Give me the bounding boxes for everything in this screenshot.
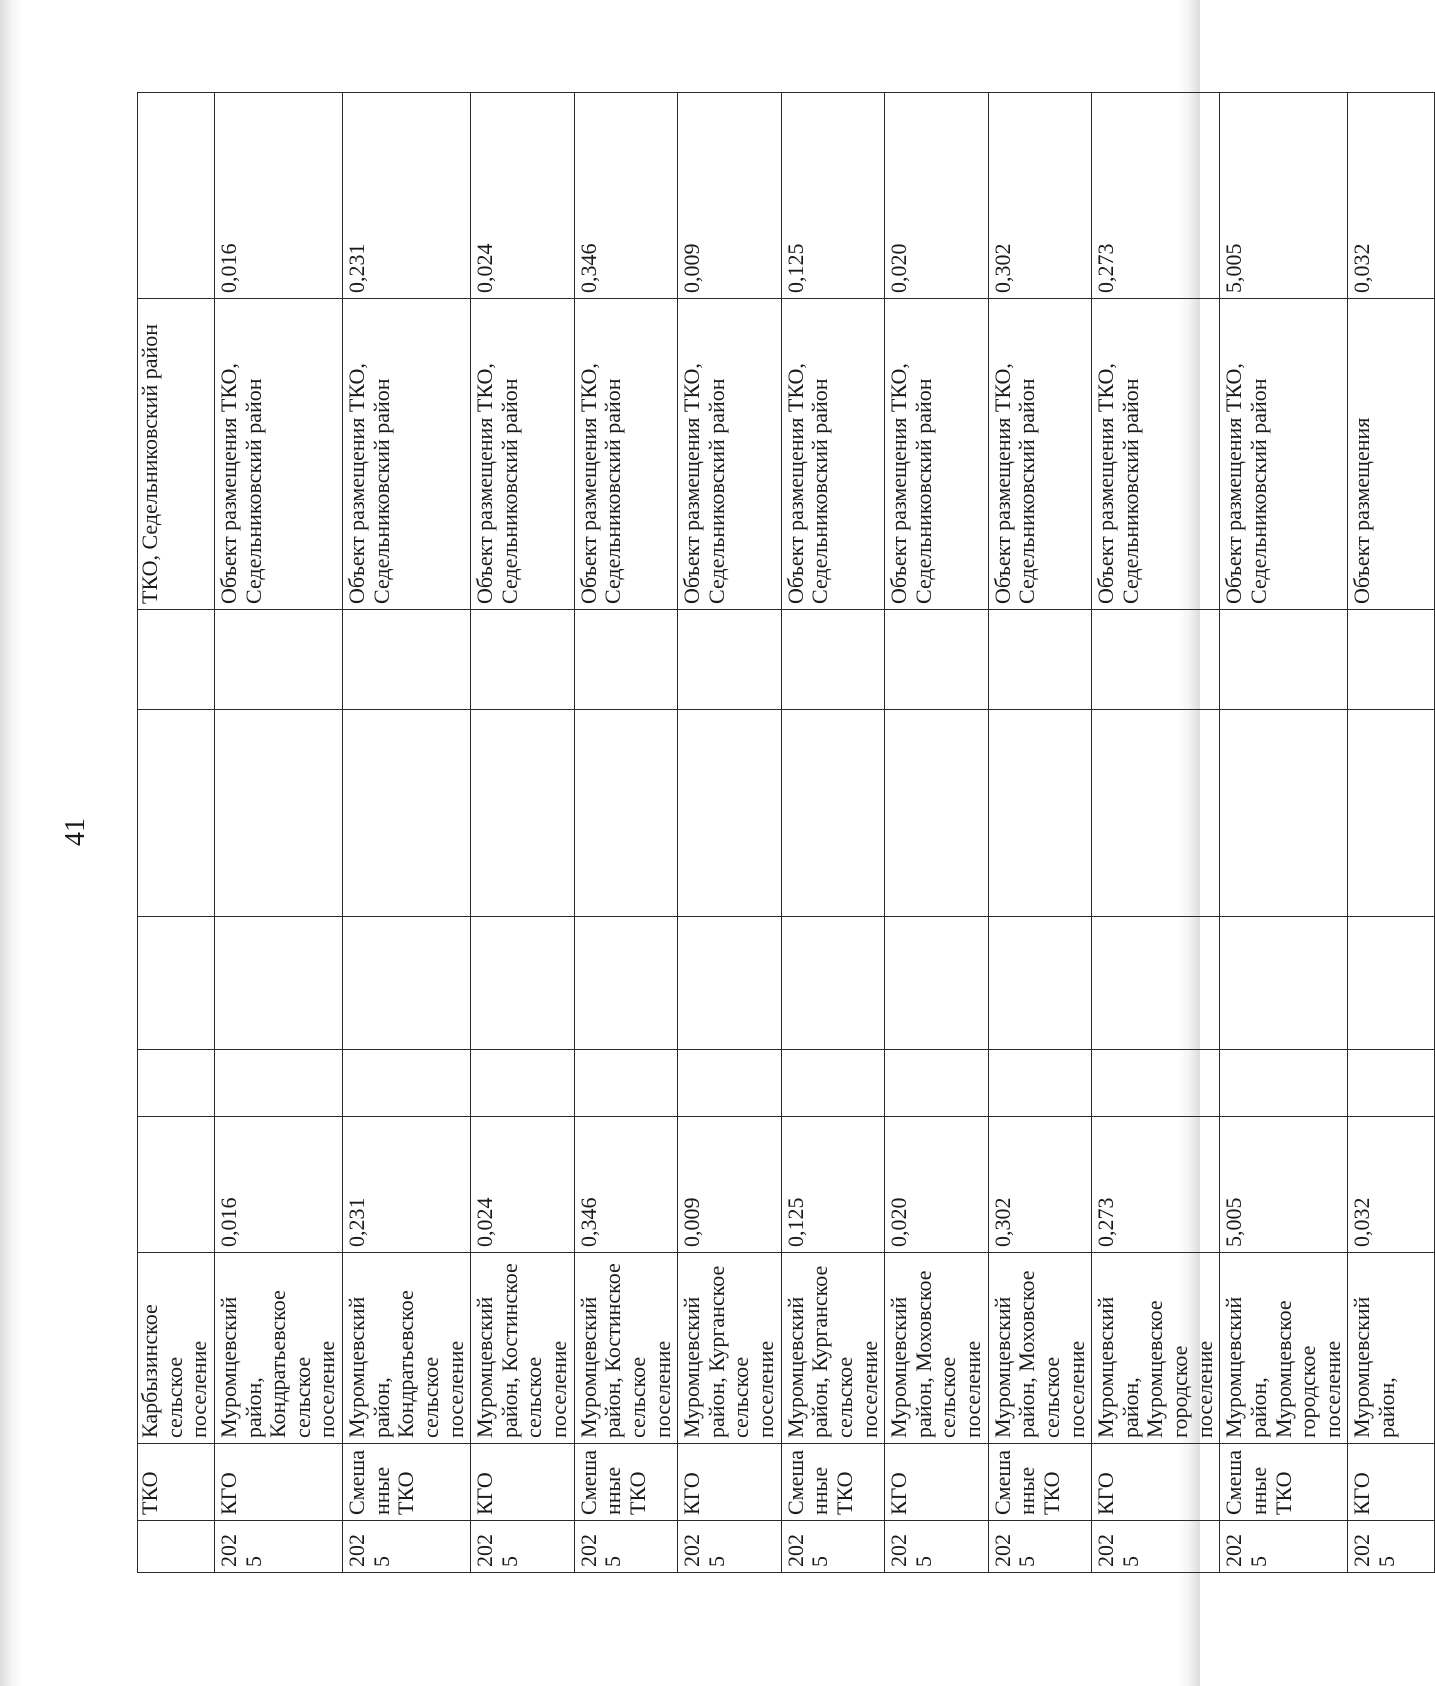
value-cell — [138, 1117, 215, 1253]
empty-cell — [214, 1050, 342, 1117]
value-cell: 0,231 — [343, 1117, 471, 1253]
facility-cell: Объект размещения ТКО, Седельниковский район — [214, 299, 342, 610]
empty-cell — [988, 1050, 1092, 1117]
waste-table — [137, 92, 1435, 1573]
waste-type-cell: Смешанные ТКО — [574, 1444, 678, 1521]
year-cell: 2025 — [214, 1521, 342, 1573]
rotated-table-container — [137, 93, 1399, 1573]
empty-cell — [138, 1050, 215, 1117]
location-cell: Муромцевский район, Муромцевское городское поселение — [1220, 1253, 1348, 1444]
table-row — [781, 93, 885, 1573]
empty-cell — [678, 1050, 782, 1117]
waste-type-cell: КГО — [214, 1444, 342, 1521]
year-cell: 2025 — [1092, 1521, 1220, 1573]
table-row — [343, 93, 471, 1573]
empty-cell — [1092, 1050, 1220, 1117]
empty-cell — [138, 917, 215, 1050]
empty-cell — [471, 610, 575, 710]
empty-cell — [678, 610, 782, 710]
table-body — [138, 93, 1435, 1573]
location-cell: Муромцевский район, Моховское сельское поселение — [885, 1253, 989, 1444]
amount-cell: 0,302 — [988, 93, 1092, 299]
empty-cell — [343, 710, 471, 917]
location-cell: Муромцевский район, Кондратьевское сельское поселение — [343, 1253, 471, 1444]
facility-cell: Объект размещения ТКО, Седельниковский район — [574, 299, 678, 610]
empty-cell — [988, 610, 1092, 710]
location-cell: Муромцевский район, Костинское сельское поселение — [574, 1253, 678, 1444]
empty-cell — [781, 710, 885, 917]
year-cell — [138, 1521, 215, 1573]
location-cell: Муромцевский район, Муромцевское городское поселение — [1092, 1253, 1220, 1444]
empty-cell — [574, 1050, 678, 1117]
waste-type-cell: КГО — [885, 1444, 989, 1521]
location-cell: Муромцевский район, Курганское сельское поселение — [678, 1253, 782, 1444]
empty-cell — [781, 917, 885, 1050]
table-row — [1220, 93, 1348, 1573]
empty-cell — [1348, 1050, 1435, 1117]
empty-cell — [1092, 710, 1220, 917]
location-cell: Карбызинское сельское поселение — [138, 1253, 215, 1444]
empty-cell — [138, 710, 215, 917]
table-row — [214, 93, 342, 1573]
amount-cell: 0,024 — [471, 93, 575, 299]
year-cell: 2025 — [343, 1521, 471, 1573]
facility-cell: ТКО, Седельниковский район — [138, 299, 215, 610]
empty-cell — [574, 917, 678, 1050]
page-number: 41 — [60, 818, 91, 846]
facility-cell: Объект размещения ТКО, Седельниковский район — [1092, 299, 1220, 610]
amount-cell: 0,032 — [1348, 93, 1435, 299]
amount-cell: 0,346 — [574, 93, 678, 299]
empty-cell — [678, 710, 782, 917]
amount-cell: 0,020 — [885, 93, 989, 299]
facility-cell: Объект размещения ТКО, Седельниковский район — [471, 299, 575, 610]
waste-type-cell: КГО — [1092, 1444, 1220, 1521]
empty-cell — [343, 1050, 471, 1117]
waste-type-cell: КГО — [1348, 1444, 1435, 1521]
value-cell: 0,346 — [574, 1117, 678, 1253]
empty-cell — [138, 610, 215, 710]
empty-cell — [343, 917, 471, 1050]
amount-cell: 0,016 — [214, 93, 342, 299]
empty-cell — [214, 610, 342, 710]
year-cell: 2025 — [678, 1521, 782, 1573]
table-row — [678, 93, 782, 1573]
facility-cell: Объект размещения — [1348, 299, 1435, 610]
table-row — [1348, 93, 1435, 1573]
location-cell: Муромцевский район, Костинское сельское поселение — [471, 1253, 575, 1444]
waste-type-cell: Смешанные ТКО — [343, 1444, 471, 1521]
table-row — [574, 93, 678, 1573]
amount-cell: 0,009 — [678, 93, 782, 299]
amount-cell: 0,125 — [781, 93, 885, 299]
waste-type-cell: Смешанные ТКО — [988, 1444, 1092, 1521]
facility-cell: Объект размещения ТКО, Седельниковский район — [781, 299, 885, 610]
table-row — [988, 93, 1092, 1573]
empty-cell — [214, 917, 342, 1050]
facility-cell: Объект размещения ТКО, Седельниковский район — [885, 299, 989, 610]
year-cell: 2025 — [574, 1521, 678, 1573]
value-cell: 0,032 — [1348, 1117, 1435, 1253]
year-cell: 2025 — [885, 1521, 989, 1573]
table-row — [471, 93, 575, 1573]
empty-cell — [471, 917, 575, 1050]
empty-cell — [885, 1050, 989, 1117]
empty-cell — [214, 710, 342, 917]
table-row — [885, 93, 989, 1573]
empty-cell — [678, 917, 782, 1050]
facility-cell: Объект размещения ТКО, Седельниковский район — [1220, 299, 1348, 610]
year-cell: 2025 — [1348, 1521, 1435, 1573]
waste-type-cell: Смешанные ТКО — [781, 1444, 885, 1521]
empty-cell — [1348, 917, 1435, 1050]
value-cell: 0,273 — [1092, 1117, 1220, 1253]
value-cell: 0,009 — [678, 1117, 782, 1253]
empty-cell — [781, 610, 885, 710]
waste-type-cell: КГО — [471, 1444, 575, 1521]
empty-cell — [885, 710, 989, 917]
amount-cell: 0,231 — [343, 93, 471, 299]
table-row — [138, 93, 215, 1573]
empty-cell — [471, 710, 575, 917]
empty-cell — [1220, 917, 1348, 1050]
empty-cell — [988, 917, 1092, 1050]
waste-type-cell: ТКО — [138, 1444, 215, 1521]
value-cell: 0,016 — [214, 1117, 342, 1253]
facility-cell: Объект размещения ТКО, Седельниковский район — [988, 299, 1092, 610]
value-cell: 0,125 — [781, 1117, 885, 1253]
scan-edge-left — [0, 0, 22, 1686]
empty-cell — [1092, 610, 1220, 710]
amount-cell: 0,273 — [1092, 93, 1220, 299]
empty-cell — [1348, 710, 1435, 917]
empty-cell — [343, 610, 471, 710]
amount-cell — [138, 93, 215, 299]
year-cell: 2025 — [471, 1521, 575, 1573]
value-cell: 0,020 — [885, 1117, 989, 1253]
waste-type-cell: Смешанные ТКО — [1220, 1444, 1348, 1521]
empty-cell — [885, 917, 989, 1050]
empty-cell — [1092, 917, 1220, 1050]
year-cell: 2025 — [988, 1521, 1092, 1573]
empty-cell — [988, 710, 1092, 917]
amount-cell: 5,005 — [1220, 93, 1348, 299]
value-cell: 0,302 — [988, 1117, 1092, 1253]
year-cell: 2025 — [781, 1521, 885, 1573]
location-cell: Муромцевский район, Кондратьевское сельское поселение — [214, 1253, 342, 1444]
empty-cell — [1348, 610, 1435, 710]
empty-cell — [574, 710, 678, 917]
value-cell: 5,005 — [1220, 1117, 1348, 1253]
empty-cell — [471, 1050, 575, 1117]
waste-type-cell: КГО — [678, 1444, 782, 1521]
facility-cell: Объект размещения ТКО, Седельниковский район — [678, 299, 782, 610]
empty-cell — [1220, 610, 1348, 710]
table-row — [1092, 93, 1220, 1573]
facility-cell: Объект размещения ТКО, Седельниковский район — [343, 299, 471, 610]
year-cell: 2025 — [1220, 1521, 1348, 1573]
value-cell: 0,024 — [471, 1117, 575, 1253]
empty-cell — [1220, 1050, 1348, 1117]
location-cell: Муромцевский район, Моховское сельское поселение — [988, 1253, 1092, 1444]
empty-cell — [574, 610, 678, 710]
empty-cell — [1220, 710, 1348, 917]
empty-cell — [885, 610, 989, 710]
location-cell: Муромцевский район, Курганское сельское поселение — [781, 1253, 885, 1444]
location-cell: Муромцевский район, — [1348, 1253, 1435, 1444]
empty-cell — [781, 1050, 885, 1117]
